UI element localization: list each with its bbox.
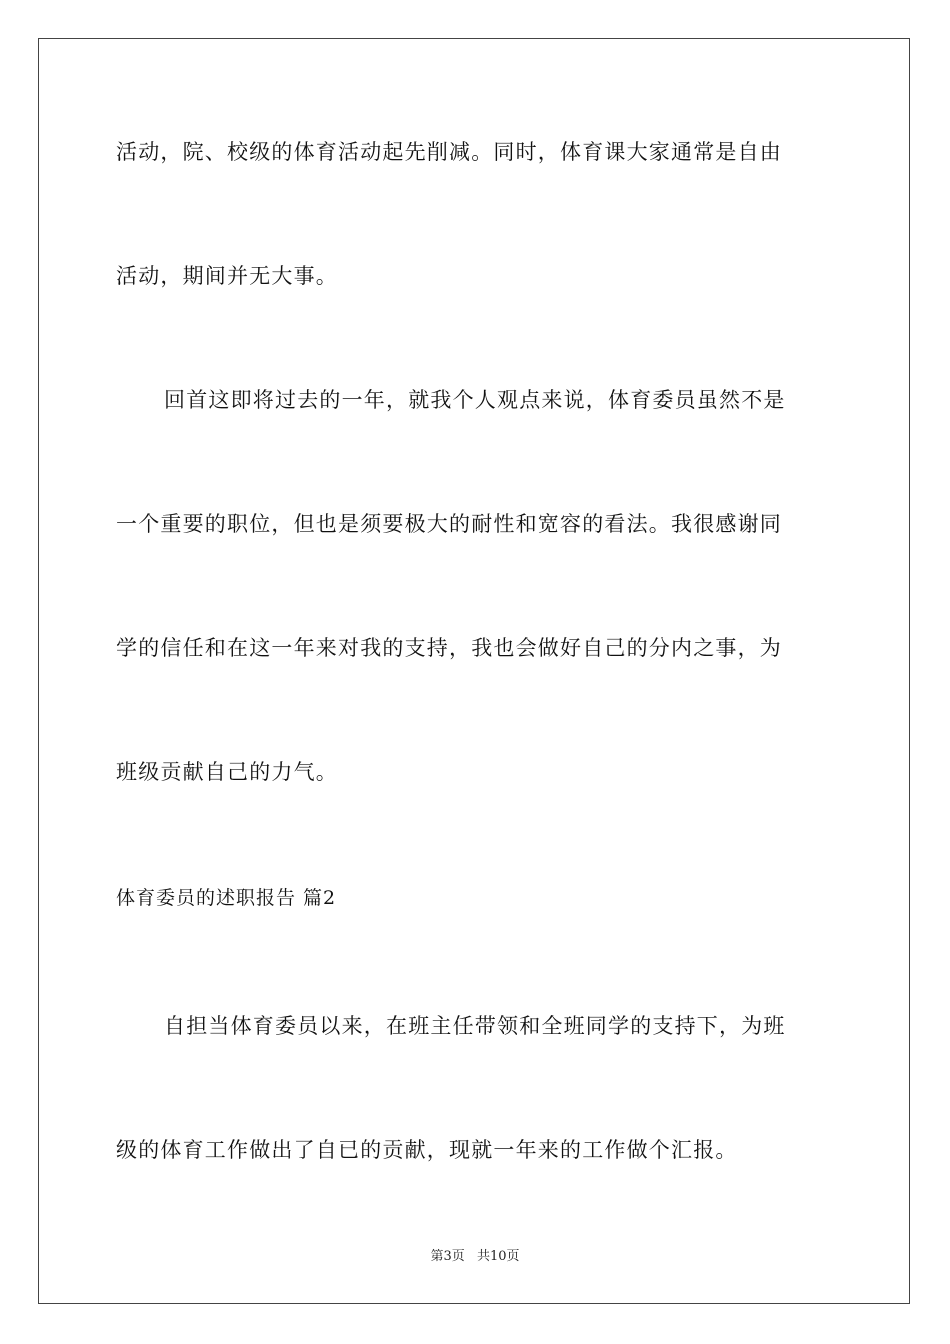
page-frame <box>38 38 910 1304</box>
body-text-line: 学的信任和在这一年来对我的支持，我也会做好自己的分内之事，为 <box>116 636 782 660</box>
body-text-line: 班级贡献自己的力气。 <box>116 760 338 784</box>
page-number-current: 第3页 <box>430 1249 465 1264</box>
page-footer <box>0 1248 950 1266</box>
body-text-line: 级的体育工作做出了自已的贡献，现就一年来的工作做个汇报。 <box>116 1138 738 1162</box>
body-text-line: 一个重要的职位，但也是须要极大的耐性和宽容的看法。我很感谢同 <box>116 512 782 536</box>
body-text-line: 回首这即将过去的一年，就我个人观点来说，体育委员虽然不是 <box>164 388 786 412</box>
body-text-line: 活动，期间并无大事。 <box>116 264 338 288</box>
page-number-total: 共10页 <box>476 1249 520 1264</box>
body-text-line: 活动，院、校级的体育活动起先削减。同时，体育课大家通常是自由 <box>116 140 782 164</box>
section-heading: 体育委员的述职报告 篇2 <box>116 887 337 909</box>
body-text-line: 自担当体育委员以来，在班主任带领和全班同学的支持下，为班 <box>164 1014 786 1038</box>
